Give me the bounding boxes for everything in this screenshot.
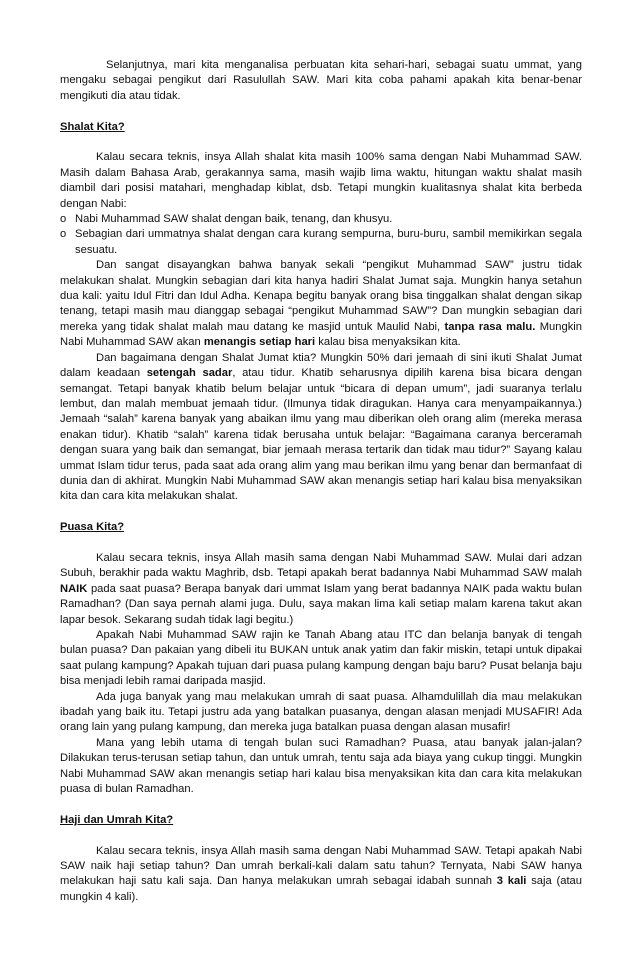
text-run: Dan bagaimana dengan Shalat Jumat ktia? Mungkin 50% dari jemaah di sini ikuti Shalat Jumat dalam keadaan [60,351,582,380]
list-item-text: Nabi Muhammad SAW shalat dengan baik, tenang, dan khusyu. [75,213,393,226]
text-run: , atau tidur. Khatib seharusnya dipilih karena bisa bicara dengan semangat. Tetapi banyak khatib belum belajar untuk “bicara di depan umum”, jadi suaranya terlalu lembut, dan malah membuat jemaah tidur. (Ilmunya tidak diragukan. Hanya cara menyampaikannya.) Jemaah “salah” karena banyak yang abaikan ilmu yang mau diberikan oleh orang alim (mereka merasa enakan tidur). Khatib “salah” karena tidak berusaha untuk belajar: “Bagaimana caranya berceramah dengan suara yang baik dan semangat, biar jemaah merasa tertarik dan tidak mau tidur?” Sayang kalau ummat Islam tidur terus, pada saat ada orang alim yang mau berikan ilmu yang benar dan bermanfaat di dunia dan di akhirat. Mungkin Nabi Muhammad SAW akan menangis setiap hari kalau bisa menyaksikan kita dan cara kita melakukan shalat. [60,367,583,503]
bullet-circle-icon: o [60,228,67,241]
bullet-circle-icon: o [60,213,67,226]
section-heading-haji: Haji dan Umrah Kita? [60,813,174,826]
section-heading-puasa: Puasa Kita? [60,521,125,534]
text-run: Ada juga banyak yang mau melakukan umrah di saat puasa. Alhamdulillah dia mau melakukan ibadah yang baik itu. Tetapi justru ada yang batalkan puasanya, dengan alasan menjadi MUSAFIR! Ada orang lain yang pulang kampung, dan mereka juga batalkan puasa dengan alasan musafir! [60,690,582,734]
puasa-paragraph-1 [60,551,582,628]
bold-run: tanpa rasa malu. [444,320,536,333]
text-run: Kalau secara teknis, insya Allah masih sama dengan Nabi Muhammad SAW. Mulai dari adzan Subuh, berakhir pada waktu Maghrib, dsb. Tetapi apakah berat badannya Nabi Muhammad SAW malah [60,551,582,580]
intro-paragraph [60,58,582,104]
spacer [60,135,582,150]
text-run: kalau bisa menyaksikan kita. [318,336,461,349]
text-run: Dan sangat disayangkan bahwa banyak sekali “pengikut Muhammad SAW” justru tidak melakukan shalat. Mungkin sebagian dari kita hanya hadiri Shalat Jumat saja. Mungkin hanya setahun dua kali: yaitu Idul Fitri dan Idul Adha. Kenapa begitu banyak orang bisa tinggalkan shalat dengan sikap tenang, tetapi masih mau dianggap sebagai “pengikut Muhammad SAW”? Dan mungkin sebagian dari mereka yang tidak shalat malah mau datang ke masjid untuk Maulid Nabi, [60,259,582,333]
shalat-paragraph-3 [60,351,582,505]
shalat-paragraph-2 [60,258,582,350]
spacer [60,536,582,551]
spacer [60,104,582,119]
bold-run: 3 kali [496,875,527,888]
bold-run: NAIK [60,582,88,595]
shalat-p1-text: Kalau secara teknis, insya Allah shalat kita masih 100% sama dengan Nabi Muhammad SAW. Masih dalam Bahasa Arab, gerakannya sama, masih wajib lima waktu, hitungan waktu shalat masih diambil dari posisi matahari, menghadap kiblat, dsb. Tetapi mungkin kualitasnya shalat kita berbeda dengan Nabi: [60,151,582,210]
puasa-paragraph-2 [60,628,582,690]
intro-text: Selanjutnya, mari kita menganalisa perbuatan kita sehari-hari, sebagai suatu ummat, yang mengaku sebagai pengikut dari Rasulullah SAW. Mari kita coba pahami apakah kita benar-benar mengikuti dia atau tidak. [60,59,582,102]
shalat-bullet-list [60,212,582,258]
spacer [60,505,582,520]
text-run: Kalau secara teknis, insya Allah masih sama dengan Nabi Muhammad SAW. Tetapi apakah Nabi SAW naik haji setiap tahun? Dan umrah berkali-kali dalam satu tahun? Ternyata, Nabi SAW hanya melakukan haji satu kali saja. Dan hanya melakukan umrah sebagai idabah sunnah [60,844,582,888]
document-page [60,58,582,905]
list-item-text: Sebagian dari ummatnya shalat dengan cara kurang sempurna, buru-buru, sambil memikirkan segala sesuatu. [75,228,582,256]
list-item [60,212,582,227]
spacer [60,828,582,843]
spacer [60,797,582,812]
puasa-paragraph-4 [60,736,582,798]
bold-run: menangis setiap hari [203,336,316,349]
text-run: pada saat puasa? Berapa banyak dari ummat Islam yang berat badannya NAIK pada waktu bulan Ramadhan? (Dan saya pernah alami juga. Dulu, saya makan lima kali setiap malam karena takut akan lapar besok. Sekarang sudah tidak lagi begitu.) [60,582,582,626]
shalat-paragraph-1 [60,150,582,212]
puasa-paragraph-3 [60,690,582,736]
text-run: Apakah Nabi Muhammad SAW rajin ke Tanah Abang atau ITC dan belanja banyak di tengah bulan puasa? Dan pakaian yang dibeli itu BUKAN untuk anak yatim dan fakir miskin, tetapi untuk dipakai saat pulang kampung? Apakah tujuan dari puasa pulang kampung dengan baju baru? Pusat belanja baju bisa menjadi lebih ramai daripada masjid. [60,628,582,688]
list-item [60,227,582,258]
text-run: saja (atau mungkin 4 kali). [60,875,583,903]
section-heading-shalat: Shalat Kita? [60,120,125,133]
text-run: Mungkin Nabi Muhammad SAW akan [60,320,583,349]
bold-run: setengah sadar [146,367,233,380]
haji-paragraph-1 [60,844,582,906]
text-run: Mana yang lebih utama di tengah bulan suci Ramadhan? Puasa, atau banyak jalan-jalan? Dilakukan terus-terusan setiap tahun, dan untuk umrah, tentu saja ada biaya yang cukup tinggi. Mungkin Nabi Muhammad SAW akan menangis setiap hari kalau bisa menyaksikan kita dan cara kita melakukan puasa di bulan Ramadhan. [60,736,582,796]
